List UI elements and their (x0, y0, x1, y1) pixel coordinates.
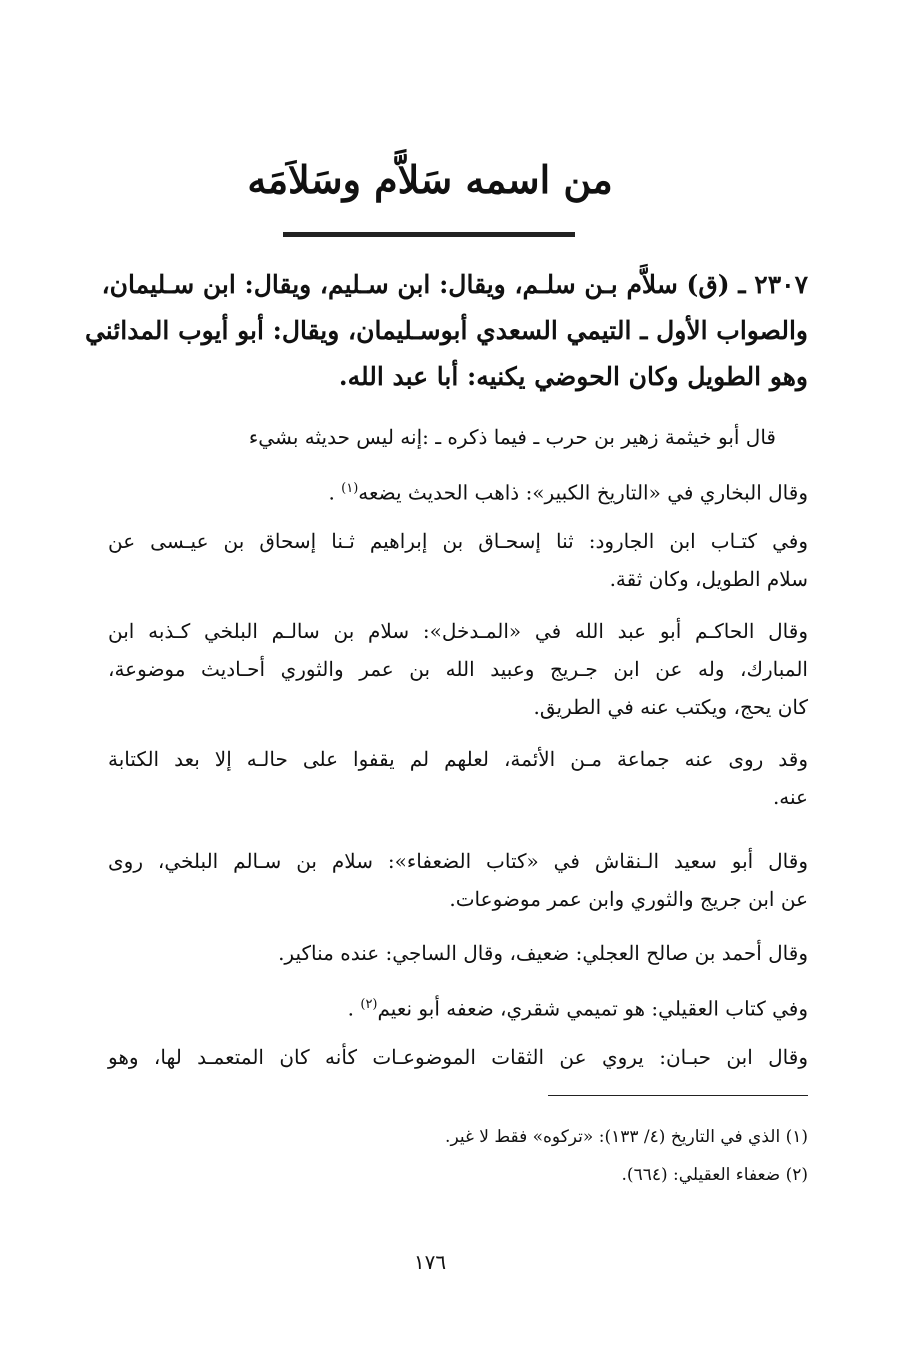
paragraph (108, 986, 808, 1028)
entry-heading (84, 262, 808, 400)
paragraph-text: وفي كتاب العقيلي: هو تميمي شقري، ضعفه أبو نعيم (377, 996, 808, 1021)
section-title: من اسمه سَلاَّم وسَلاَمَه (247, 157, 613, 202)
paragraph-line: عن ابن جريج والثوري وابن عمر موضوعات. (449, 887, 808, 911)
paragraph-line: سلام الطويل، وكان ثقة. (609, 567, 808, 591)
paragraph (108, 1038, 808, 1076)
paragraph-line: وفي كتـاب ابن الجارود: ثنا إسحـاق بن إبراهيم ثـنا إسحاق بن عيـسى عن (108, 529, 808, 553)
paragraph-tail: . (347, 996, 361, 1021)
footnote: (١) الذي في التاريخ (٤/ ١٣٣): «تركوه» فقط لا غير. (445, 1127, 808, 1147)
paragraph (108, 842, 808, 918)
paragraph (108, 470, 808, 512)
entry-heading-line: والصواب الأول ـ التيمي السعدي أبوسـليمان، ويقال: أبو أيوب المدائني (84, 316, 808, 345)
paragraph (108, 934, 808, 972)
footnote-marker: (١) (341, 481, 359, 496)
paragraph (108, 418, 808, 456)
footnote-marker: (٢) (360, 997, 378, 1012)
footnote: (٢) ضعفاء العقيلي: (٦٦٤). (621, 1165, 808, 1185)
paragraph-line: وقد روى عنه جماعة مـن الأئمة، لعلهم لم يقفوا على حالـه إلا بعد الكتابة (108, 747, 808, 771)
paragraph-line: قال أبو خيثمة زهير بن حرب ـ فيما ذكره ـ :إنه ليس حديثه بشيء (248, 425, 776, 449)
paragraph (108, 522, 808, 598)
paragraph-line (108, 986, 808, 1028)
paragraph-line: كان يحج، ويكتب عنه في الطريق. (533, 695, 808, 719)
paragraph (108, 740, 808, 816)
title-underline (283, 232, 575, 237)
paragraph-line: وقال ابن حبـان: يروي عن الثقات الموضوعـات كأنه كان المتعمـد لها، وهو (108, 1045, 808, 1069)
footnotes (108, 1118, 808, 1194)
paragraph-line: وقال أبو سعيد الـنقاش في «كتاب الضعفاء»: سلام بن سـالم البلخي، روى (108, 849, 808, 873)
paragraph-line: عنه. (772, 785, 808, 809)
paragraph-text: وقال البخاري في «التاريخ الكبير»: ذاهب الحديث يضعه (358, 480, 808, 505)
paragraph (108, 612, 808, 726)
page-number: ١٧٦ (413, 1250, 447, 1274)
paragraph-line (108, 470, 808, 512)
entry-heading-line: ٢٣٠٧ ـ (ق) سلاَّم بـن سلـم، ويقال: ابن سـليم، ويقال: ابن سـليمان، (101, 270, 808, 299)
footnote-separator (548, 1095, 808, 1096)
paragraph-line: وقال الحاكـم أبو عبد الله في «المـدخل»: سلام بن سالـم البلخي كـذبه ابن (108, 619, 808, 643)
paragraph-line: المبارك، وله عن ابن جـريج وعبيد الله بن عمر والثوري أحـاديث موضوعة، (108, 657, 808, 681)
paragraph-line: وقال أحمد بن صالح العجلي: ضعيف، وقال الساجي: عنده مناكير. (278, 941, 808, 965)
paragraph-tail: . (328, 480, 342, 505)
entry-heading-line: وهو الطويل وكان الحوضي يكنيه: أبا عبد الله. (338, 362, 808, 391)
